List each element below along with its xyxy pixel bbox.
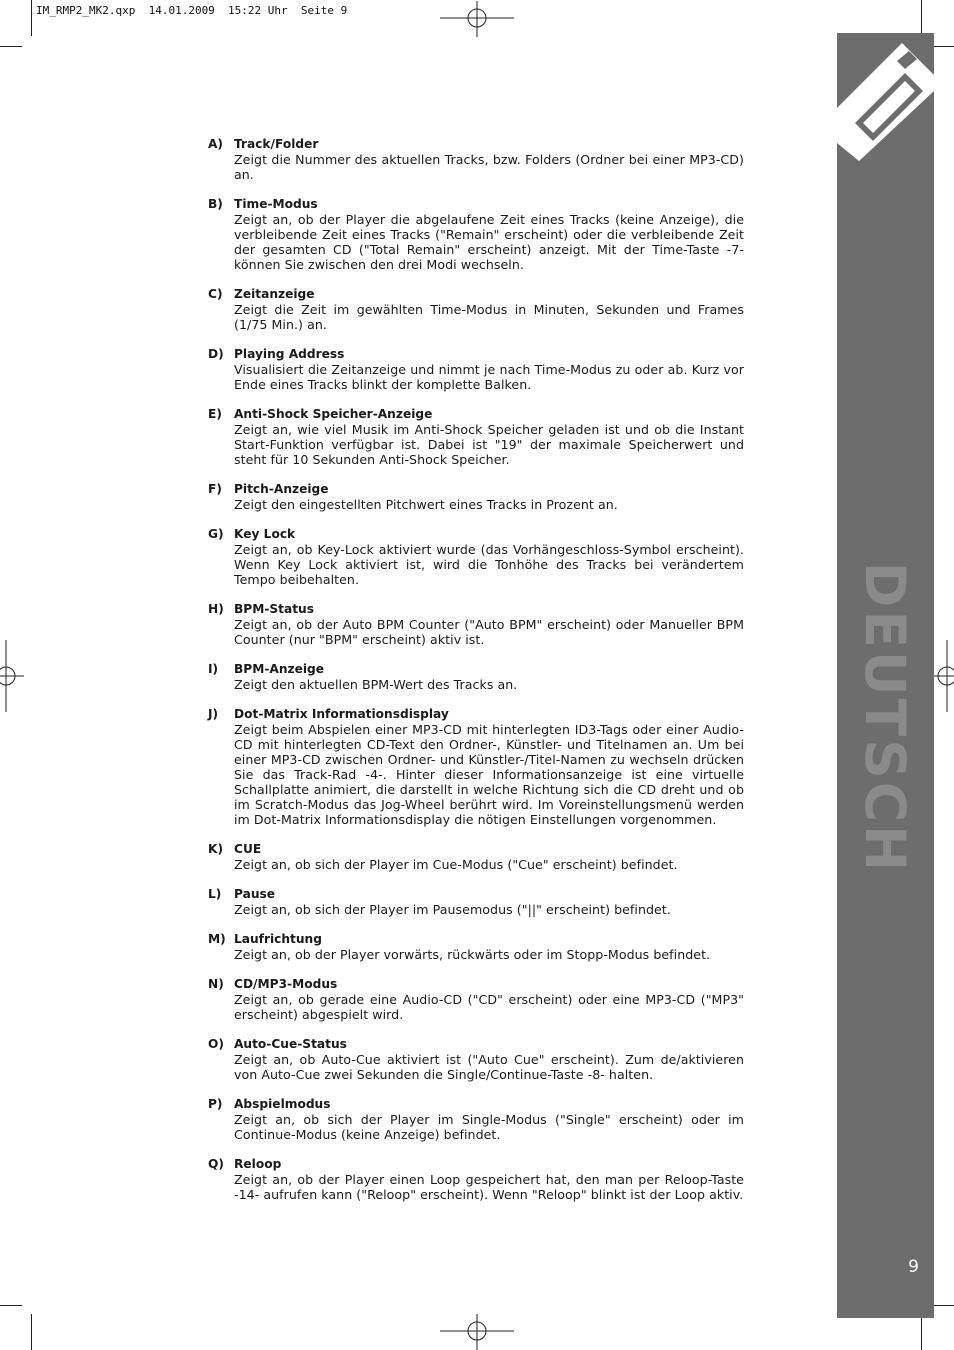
item-description: Zeigt an, ob sich der Player im Single-Modus ("Single" erscheint) oder im Continue-Modus (keine Anzeige) befindet. xyxy=(234,1112,744,1142)
item-description: Zeigt den aktuellen BPM-Wert des Tracks an. xyxy=(234,677,518,692)
item-title: Laufrichtung xyxy=(234,932,322,946)
item-title: CUE xyxy=(234,842,262,856)
item-title: BPM-Status xyxy=(234,602,314,616)
item-letter: L) xyxy=(208,887,222,901)
list-item xyxy=(208,1037,744,1082)
item-title: Pause xyxy=(234,887,276,901)
item-title: Pitch-Anzeige xyxy=(234,482,329,496)
list-item xyxy=(208,137,744,182)
item-title: Playing Address xyxy=(234,347,345,361)
item-description: Zeigt an, ob Key-Lock aktiviert wurde (das Vorhängeschloss-Symbol erscheint). Wenn Key Lock aktiviert ist, wird die Tonhöhe des Tracks bei verändertem Tempo beibehalten. xyxy=(234,542,744,587)
item-letter: P) xyxy=(208,1097,223,1111)
list-item xyxy=(208,287,744,332)
item-description: Zeigt die Nummer des aktuellen Tracks, bzw. Folders (Ordner bei einer MP3-CD) an. xyxy=(234,152,744,182)
item-title: Track/Folder xyxy=(234,137,319,151)
item-letter: N) xyxy=(208,977,224,991)
item-description: Zeigt an, wie viel Musik im Anti-Shock Speicher geladen ist und ob die Instant Start-Funktion verfügbar ist. Dabei ist "19" der maximale Speicherwert und steht für 10 Sekunden Anti-Shock Speicher. xyxy=(234,422,744,467)
crop-mark-bottom-right-h xyxy=(933,1305,954,1306)
list-item xyxy=(208,887,744,917)
language-label: DEUTSCH xyxy=(853,561,917,875)
list-item xyxy=(208,1097,744,1142)
item-letter: G) xyxy=(208,527,224,541)
registration-mark-left xyxy=(0,640,24,712)
display-legend-list xyxy=(208,137,744,1217)
list-item xyxy=(208,662,744,692)
item-description: Zeigt an, ob der Player die abgelaufene Zeit eines Tracks (keine Anzeige), die verbleibende Zeit eines Tracks ("Remain" erscheint) oder die verbleibende Zeit der gesamten CD ("Total Remain" erscheint) anzeigt. Mit der Time-Taste -7- können Sie zwischen den drei Modi wechseln. xyxy=(234,212,744,272)
list-item xyxy=(208,482,744,512)
item-title: Key Lock xyxy=(234,527,296,541)
registration-mark-bottom xyxy=(440,1314,514,1350)
item-title: Abspielmodus xyxy=(234,1097,331,1111)
item-letter: E) xyxy=(208,407,222,421)
crop-mark-top-right-v xyxy=(921,0,922,36)
item-letter: J) xyxy=(208,707,219,721)
item-title: Anti-Shock Speicher-Anzeige xyxy=(234,407,433,421)
item-letter: M) xyxy=(208,932,226,946)
item-description: Zeigt die Zeit im gewählten Time-Modus in Minuten, Sekunden und Frames (1/75 Min.) an. xyxy=(234,302,744,332)
crop-mark-top-right-h xyxy=(933,46,954,47)
item-description: Zeigt an, ob der Player einen Loop gespeichert hat, den man per Reloop-Taste -14- aufrufen kann ("Reloop" erscheint). Wenn "Reloop" blinkt ist der Loop aktiv. xyxy=(234,1172,744,1202)
item-description: Zeigt an, ob sich der Player im Cue-Modus ("Cue" erscheint) befindet. xyxy=(234,857,678,872)
item-letter: C) xyxy=(208,287,223,301)
registration-mark-top xyxy=(440,1,514,37)
item-letter: B) xyxy=(208,197,223,211)
item-title: Zeitanzeige xyxy=(234,287,315,301)
item-title: Dot-Matrix Informationsdisplay xyxy=(234,707,449,721)
item-letter: H) xyxy=(208,602,224,616)
item-letter: D) xyxy=(208,347,224,361)
language-sidebar xyxy=(837,33,934,1318)
item-letter: F) xyxy=(208,482,222,496)
list-item xyxy=(208,602,744,647)
list-item xyxy=(208,977,744,1022)
item-description: Zeigt an, ob sich der Player im Pausemodus ("||" erscheint) befindet. xyxy=(234,902,671,917)
list-item xyxy=(208,527,744,587)
crop-mark-top-left-h xyxy=(0,46,22,47)
item-description: Zeigt an, ob gerade eine Audio-CD ("CD" erscheint) oder eine MP3-CD ("MP3" erscheint) abgespielt wird. xyxy=(234,992,744,1022)
item-description: Zeigt beim Abspielen einer MP3-CD mit hinterlegten ID3-Tags oder einer Audio-CD mit hinterlegten CD-Text den Ordner-, Künstler- und Titelnamen an. Um bei einer MP3-CD zwischen Ordner- und Künstler-/Titel-Namen zu wechseln drücken Sie das Track-Rad -4-. Hinter dieser Informationsanzeige ist eine virtuelle Schallplatte animiert, die darstellt in welche Richtung sich die CD dreht und ob im Scratch-Modus das Jog-Wheel berührt wird. Im Voreinstellungsmenü werden im Dot-Matrix Informationsdisplay die nötigen Einstellungen vorgenommen. xyxy=(234,722,744,827)
list-item xyxy=(208,347,744,392)
crop-mark-bottom-left-v xyxy=(31,1314,32,1350)
item-letter: O) xyxy=(208,1037,224,1051)
item-title: BPM-Anzeige xyxy=(234,662,325,676)
list-item xyxy=(208,1157,744,1202)
item-title: Reloop xyxy=(234,1157,282,1171)
list-item xyxy=(208,842,744,872)
item-description: Zeigt an, ob Auto-Cue aktiviert ist ("Auto Cue" erscheint). Zum de/aktivieren von Auto-Cue zwei Sekunden die Single/Continue-Taste -8- halten. xyxy=(234,1052,744,1082)
list-item xyxy=(208,932,744,962)
item-title: Auto-Cue-Status xyxy=(234,1037,347,1051)
crop-mark-top-left-v xyxy=(31,0,32,36)
crop-mark-bottom-left-h xyxy=(0,1305,22,1306)
crop-mark-bottom-right-v xyxy=(921,1314,922,1350)
item-description: Zeigt den eingestellten Pitchwert eines Tracks in Prozent an. xyxy=(234,497,618,512)
item-description: Zeigt an, ob der Player vorwärts, rückwärts oder im Stopp-Modus befindet. xyxy=(234,947,711,962)
item-letter: K) xyxy=(208,842,224,856)
brand-logo-icon xyxy=(837,33,934,163)
list-item xyxy=(208,407,744,467)
item-description: Zeigt an, ob der Auto BPM Counter ("Auto BPM" erscheint) oder Manueller BPM Counter (nur "BPM" erscheint) aktiv ist. xyxy=(234,617,744,647)
item-description: Visualisiert die Zeitanzeige und nimmt je nach Time-Modus zu oder ab. Kurz vor Ende eines Tracks blinkt der komplette Balken. xyxy=(234,362,744,392)
item-letter: A) xyxy=(208,137,224,151)
print-slug: IM_RMP2_MK2.qxp 14.01.2009 15:22 Uhr Seite 9 xyxy=(36,4,348,17)
list-item xyxy=(208,707,744,827)
list-item xyxy=(208,197,744,272)
item-title: Time-Modus xyxy=(234,197,318,211)
item-letter: I) xyxy=(208,662,219,676)
item-letter: Q) xyxy=(208,1157,224,1171)
item-title: CD/MP3-Modus xyxy=(234,977,338,991)
page-number: 9 xyxy=(908,1257,919,1277)
